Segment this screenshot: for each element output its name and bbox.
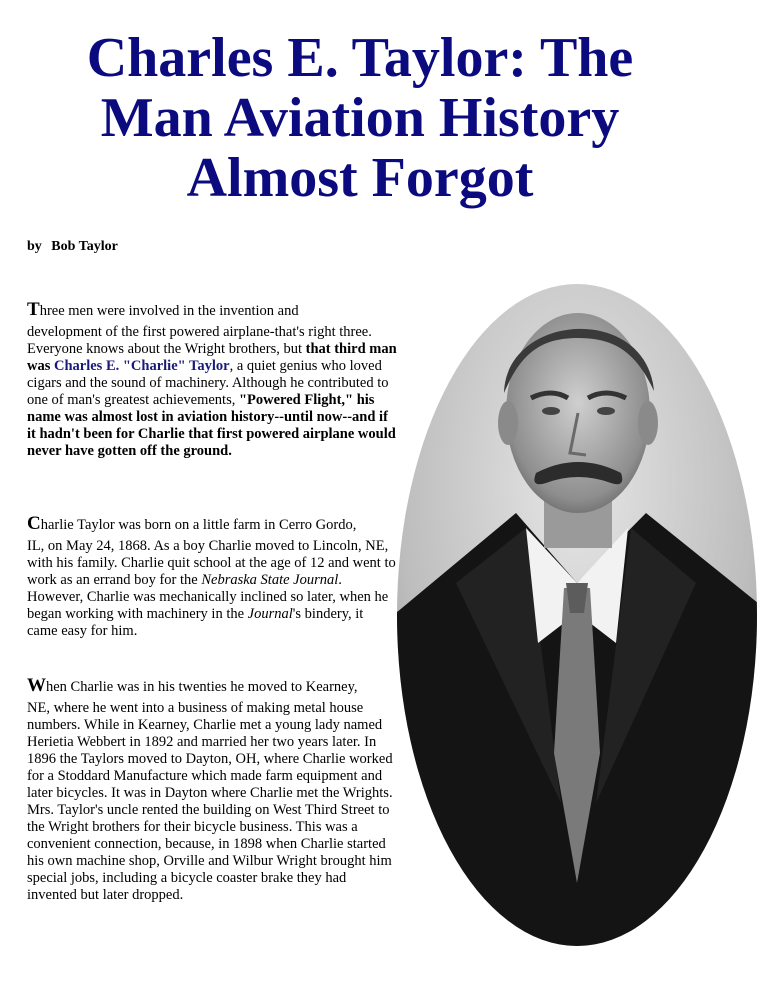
paragraph-3-first-line: When Charlie was in his twenties he moved to Kearney, — [27, 675, 358, 696]
byline-author: Bob Taylor — [51, 239, 118, 254]
byline — [27, 239, 118, 255]
drop-cap: C — [27, 513, 41, 534]
highlighted-name: Charles E. "Charlie" Taylor — [54, 358, 230, 374]
paragraph-3: When Charlie was in his twenties he moved to Kearney, NE, where he went into a business of making metal house numbers. While in Kearney, Charlie met a young lady named Herietia Webbert in 1892 and married her two years later. In 1896 the Taylors moved to Dayton, OH, where Charlie worked for a Stoddard Manufacture which made farm equipment and later bicycles. It was in Dayton where Charlie met the Wrights. Mrs. Taylor's uncle rented the building on West Third Street to the Wright brothers for their bicycle business. This was a convenient connection, because, in 1898 when Charlie started his own machine shop, Orville and Wilbur Wright brought him special jobs, including a bicycle coaster brake they had invented but later dropped. — [27, 677, 397, 904]
publication-title-short: Journal — [247, 606, 293, 622]
title-line-2: Man Aviation History — [100, 87, 620, 149]
byline-prefix: by — [27, 239, 42, 254]
paragraph-2-first-line: Charlie Taylor was born on a little farm in Cerro Gordo, — [27, 513, 357, 534]
article-title — [60, 28, 660, 208]
paragraph-1: Three men were involved in the invention and development of the first powered airplane-that's right three. Everyone knows about the Wright brothers, but that third man was Charles E. "Charlie" Taylor, a quiet genius who loved cigars and the sound of machinery. Although he contributed to one of man's greatest achievements, "Powered Flight," his name was almost lost in aviation history--until now--and if it hadn't been for Charlie that first powered airplane would never have gotten off the ground. — [27, 299, 397, 459]
title-line-1: Charles E. Taylor: The — [86, 27, 634, 89]
publication-title: Nebraska State Journal — [201, 572, 339, 588]
drop-cap: T — [27, 299, 40, 320]
paragraph-2: Charlie Taylor was born on a little farm in Cerro Gordo, IL, on May 24, 1868. As a boy Charlie moved to Lincoln, NE, with his family. Charlie quit school at the age of 12 and went to work as an errand boy for the Nebraska State Journal. However, Charlie was mechanically inclined so later, when he began working with machinery in the Journal's bindery, it came easy for him. — [27, 513, 396, 639]
drop-cap: W — [27, 675, 46, 696]
portrait-photo — [396, 283, 758, 947]
paragraph-1-first-line: Three men were involved in the invention and — [27, 299, 299, 320]
title-line-3: Almost Forgot — [186, 147, 534, 209]
